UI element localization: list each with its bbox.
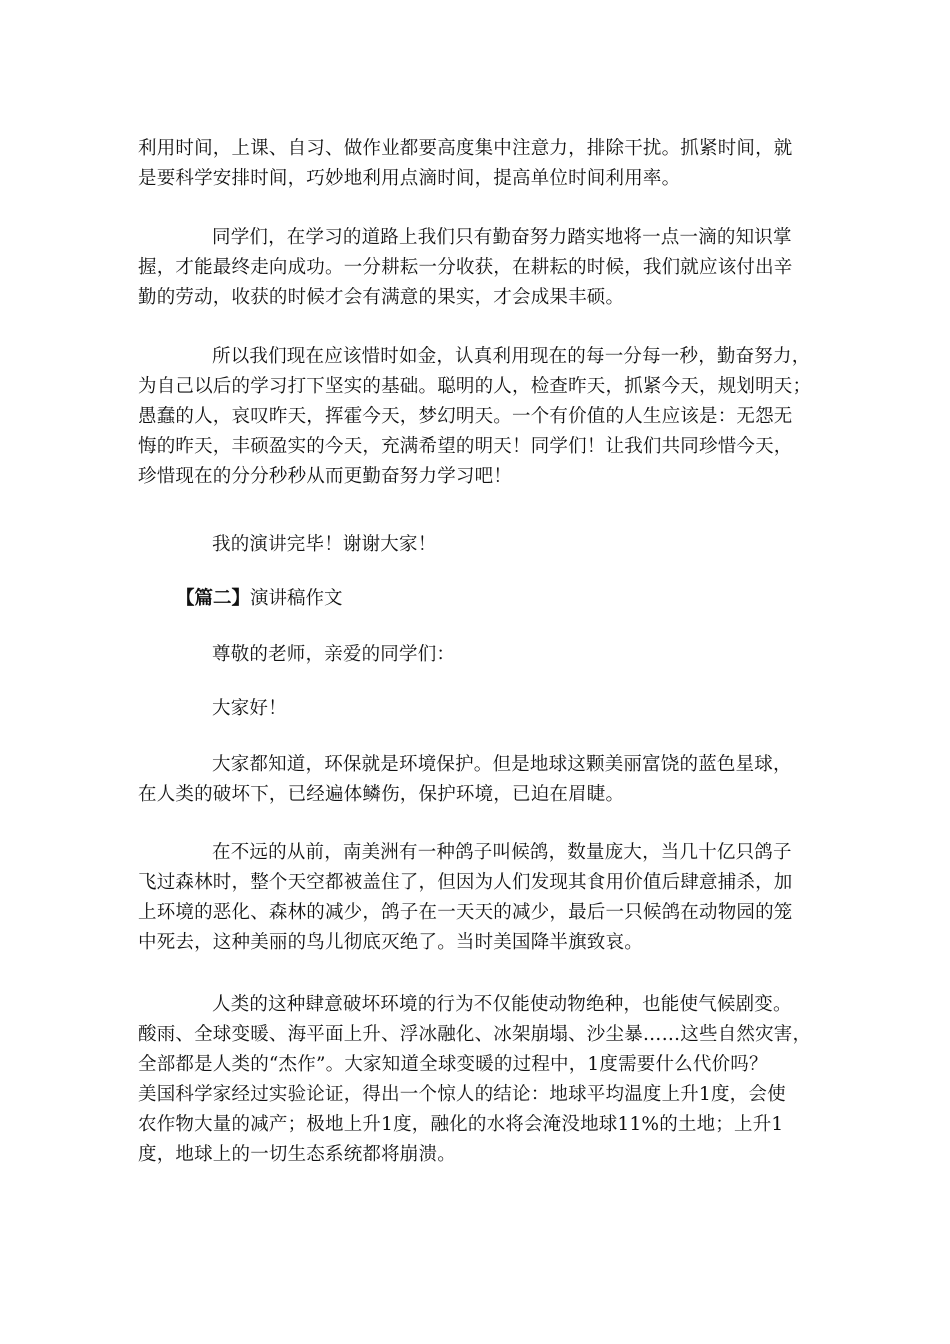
text-line: 同学们，在学习的道路上我们只有勤奋努力踏实地将一点一滴的知识掌 [212,227,792,248]
text-line: 大家好！ [212,698,287,719]
paragraph-salutation [138,640,810,670]
text-line: 中死去，这种美丽的鸟儿彻底灭绝了。当时美国降半旗致哀。 [138,932,643,953]
text-line: 悔的昨天，丰硕盈实的今天，充满希望的明天！同学们！让我们共同珍惜今天， [138,436,793,457]
paragraph-pigeon [138,838,810,958]
paragraph-greeting [138,694,810,724]
text-line: 在人类的破坏下，已经遍体鳞伤，保护环境，已迫在眉睫。 [138,784,625,805]
text-line: 大家都知道，环保就是环境保护。但是地球这颗美丽富饶的蓝色星球， [212,754,792,775]
paragraph-climate [138,990,810,1170]
text-line: 愚蠢的人，哀叹昨天，挥霍今天，梦幻明天。一个有价值的人生应该是：无怨无 [138,406,793,427]
text-line: 我的演讲完毕！谢谢大家！ [212,534,437,555]
text-line: 全部都是人类的“杰作”。大家知道全球变暖的过程中，1度需要什么代价吗？ [138,1054,768,1075]
text-line: 酸雨、全球变暖、海平面上升、浮冰融化、冰架崩塌、沙尘暴……这些自然灾害， [138,1024,812,1045]
text-line: 珍惜现在的分分秒秒从而更勤奋努力学习吧！ [138,466,513,487]
text-line: 是要科学安排时间，巧妙地利用点滴时间，提高单位时间利用率。 [138,168,681,189]
text-line: 勤的劳动，收获的时候才会有满意的果实，才会成果丰硕。 [138,287,625,308]
text-line: 飞过森林时，整个天空都被盖住了，但因为人们发现其食用价值后肆意捕杀，加 [138,872,793,893]
section-heading-label: 【篇二】 [176,588,251,609]
paragraph-environment [138,750,810,810]
section-heading [176,584,343,614]
section-heading-title: 演讲稿作文 [250,588,343,609]
text-line: 美国科学家经过实验论证，得出一个惊人的结论：地球平均温度上升1度，会使 [138,1084,786,1105]
paragraph-closing [138,530,810,560]
text-line: 尊敬的老师，亲爱的同学们： [212,644,456,665]
text-line: 握，才能最终走向成功。一分耕耘一分收获，在耕耘的时候，我们就应该付出辛 [138,257,793,278]
text-line: 利用时间，上课、自习、做作业都要高度集中注意力，排除干扰。抓紧时间，就 [138,138,793,159]
paragraph-hard-work [138,223,810,313]
text-line: 所以我们现在应该惜时如金，认真利用现在的每一分每一秒，勤奋努力， [212,346,811,367]
text-line: 在不远的从前，南美洲有一种鸽子叫候鸽，数量庞大，当几十亿只鸽子 [212,842,792,863]
text-line: 农作物大量的减产；极地上升1度，融化的水将会淹没地球11%的土地；上升1 [138,1114,784,1135]
paragraph-cherish-time [138,342,810,492]
text-line: 为自己以后的学习打下坚实的基础。聪明的人，检查昨天，抓紧今天，规划明天； [138,376,812,397]
text-line: 上环境的恶化、森林的减少，鸽子在一天天的减少，最后一只候鸽在动物园的笼 [138,902,793,923]
text-line: 度，地球上的一切生态系统都将崩溃。 [138,1144,456,1165]
text-line: 人类的这种肆意破坏环境的行为不仅能使动物绝种，也能使气候剧变。 [212,994,792,1015]
paragraph-time-management [138,134,810,194]
